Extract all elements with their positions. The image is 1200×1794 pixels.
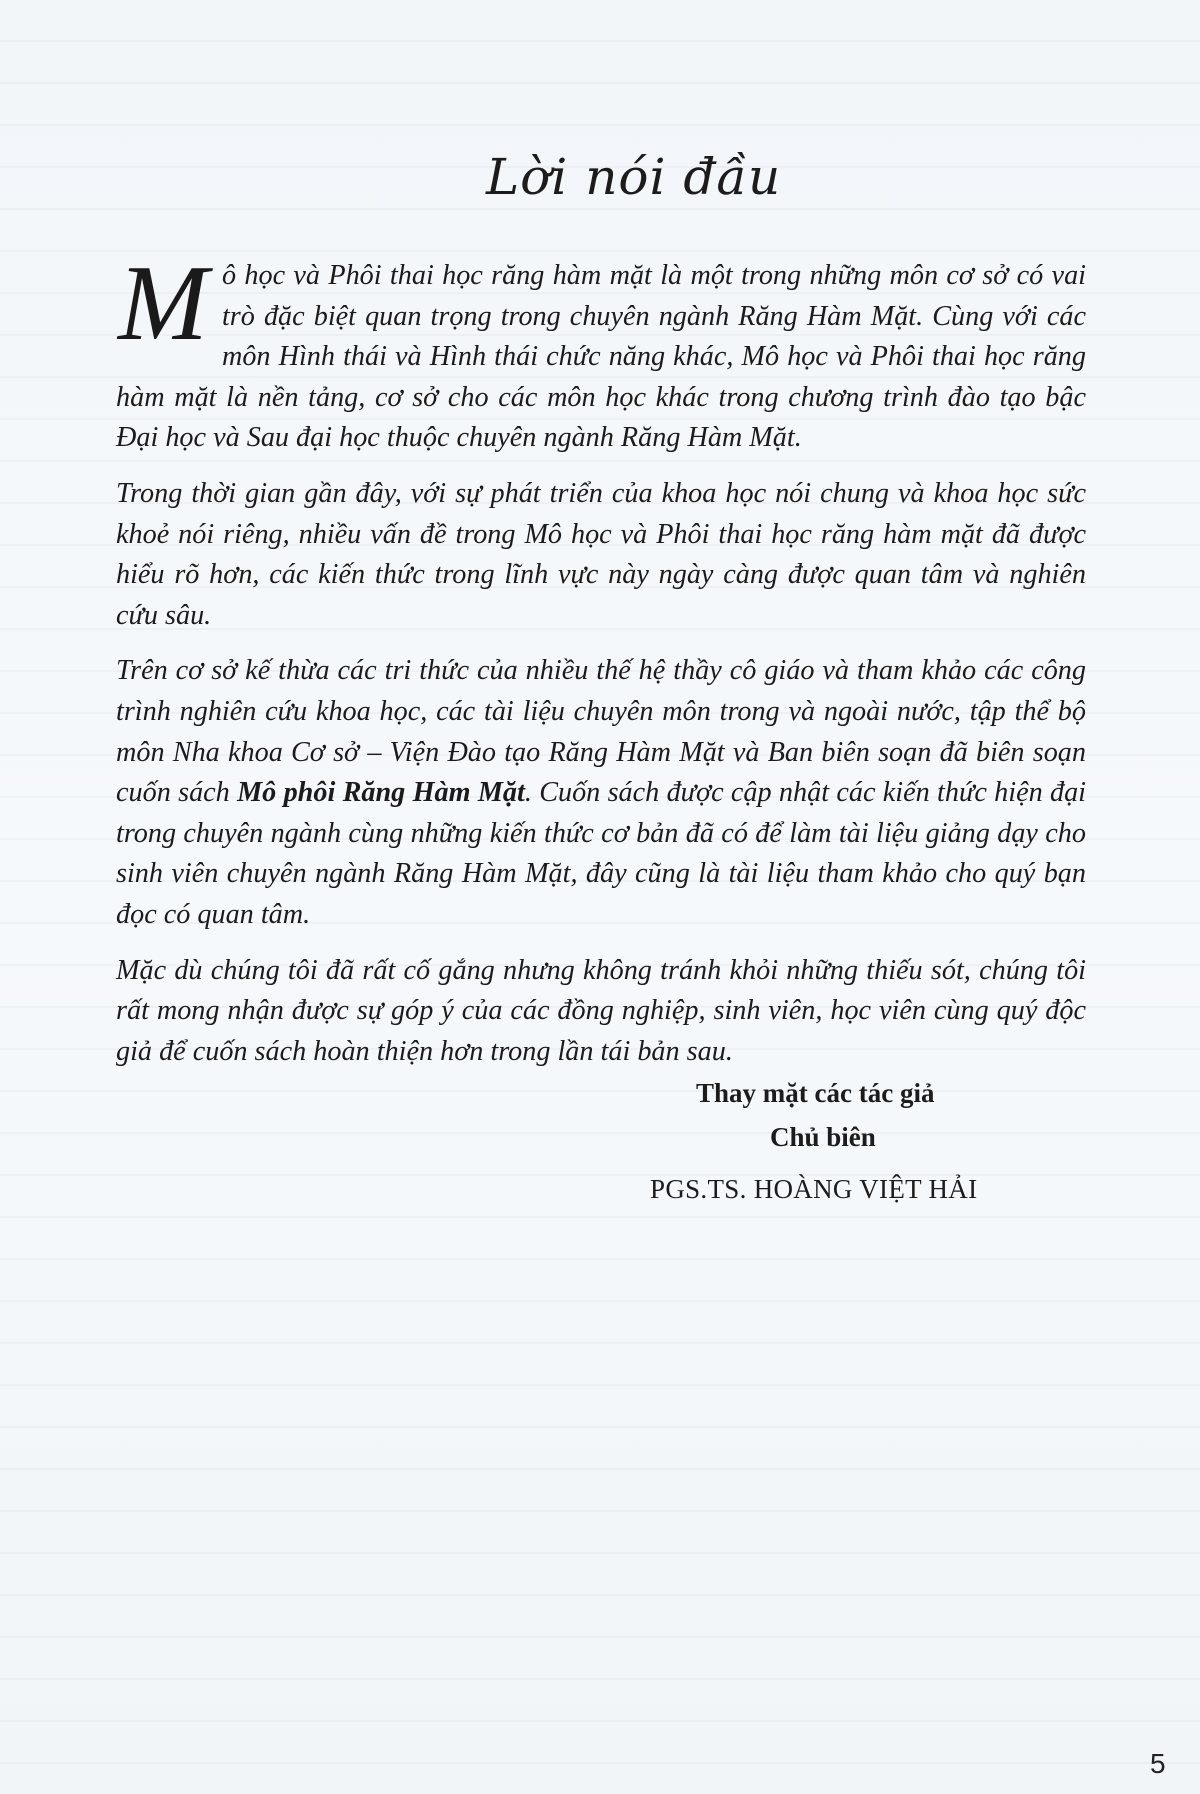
signature-role: Thay mặt các tác giả [696, 1078, 935, 1108]
page-title: Lời nói đầu [486, 148, 782, 206]
paragraph-4: Mặc dù chúng tôi đã rất cố gắng nhưng không tránh khỏi những thiếu sót, chúng tôi rất mong nhận được sự góp ý của các đồng nghiệp, sinh viên, học viên cùng quý độc giả để cuốn sách hoàn thiện hơn trong lần tái bản sau. [116, 954, 1086, 1067]
paragraph-3-text-after: . Cuốn sách được cập nhật các kiến thức hiện đại trong chuyên ngành cùng những kiến thức cơ bản đã có để làm tài liệu giảng dạy cho sinh viên chuyên ngành Răng Hàm Mặt, đây cũng là tài liệu tham khảo cho quý bạn đọc có quan tâm. [116, 777, 1087, 930]
book-title: Mô phôi Răng Hàm Mặt [237, 777, 525, 809]
preface-body [116, 244, 1087, 1087]
paragraph-3-text-before: Trên cơ sở kế thừa các tri thức của nhiều thế hệ thầy cô giáo và tham khảo các công trình nghiên cứu khoa học, các tài liệu chuyên môn trong và ngoài nước, tập thể bộ môn Nha khoa Cơ sở – Viện Đào tạo Răng Hàm Mặt và Ban biên soạn đã biên soạn cuốn sách [116, 655, 1086, 809]
author-name: PGS.TS. HOÀNG VIỆT HẢI [650, 1174, 978, 1204]
signature-title: Chủ biên [770, 1122, 876, 1152]
drop-cap: M [118, 244, 208, 363]
paragraph-1-text: ô học và Phôi thai học răng hàm mặt là một trong những môn cơ sở có vai trò đặc biệt quan trọng trong chuyên ngành Răng Hàm Mặt. Cùng với các môn Hình thái và Hình thái chức năng khác, Mô học và Phôi thai học răng hàm mặt là nền tảng, cơ sở cho các môn học khác trong chương trình đào tạo bậc Đại học và Sau đại học thuộc chuyên ngành Răng Hàm Mặt. [116, 260, 1086, 454]
paragraph-1 [116, 244, 1086, 459]
paragraph-3 [116, 651, 1086, 935]
page-number: 5 [1150, 1748, 1166, 1779]
paragraph-2: Trong thời gian gần đây, với sự phát triển của khoa học nói chung và khoa học sức khoẻ nói riêng, nhiều vấn đề trong Mô học và Phôi thai học răng hàm mặt đã được hiểu rõ hơn, các kiến thức trong lĩnh vực này ngày càng được quan tâm và nghiên cứu sâu. [116, 477, 1086, 631]
